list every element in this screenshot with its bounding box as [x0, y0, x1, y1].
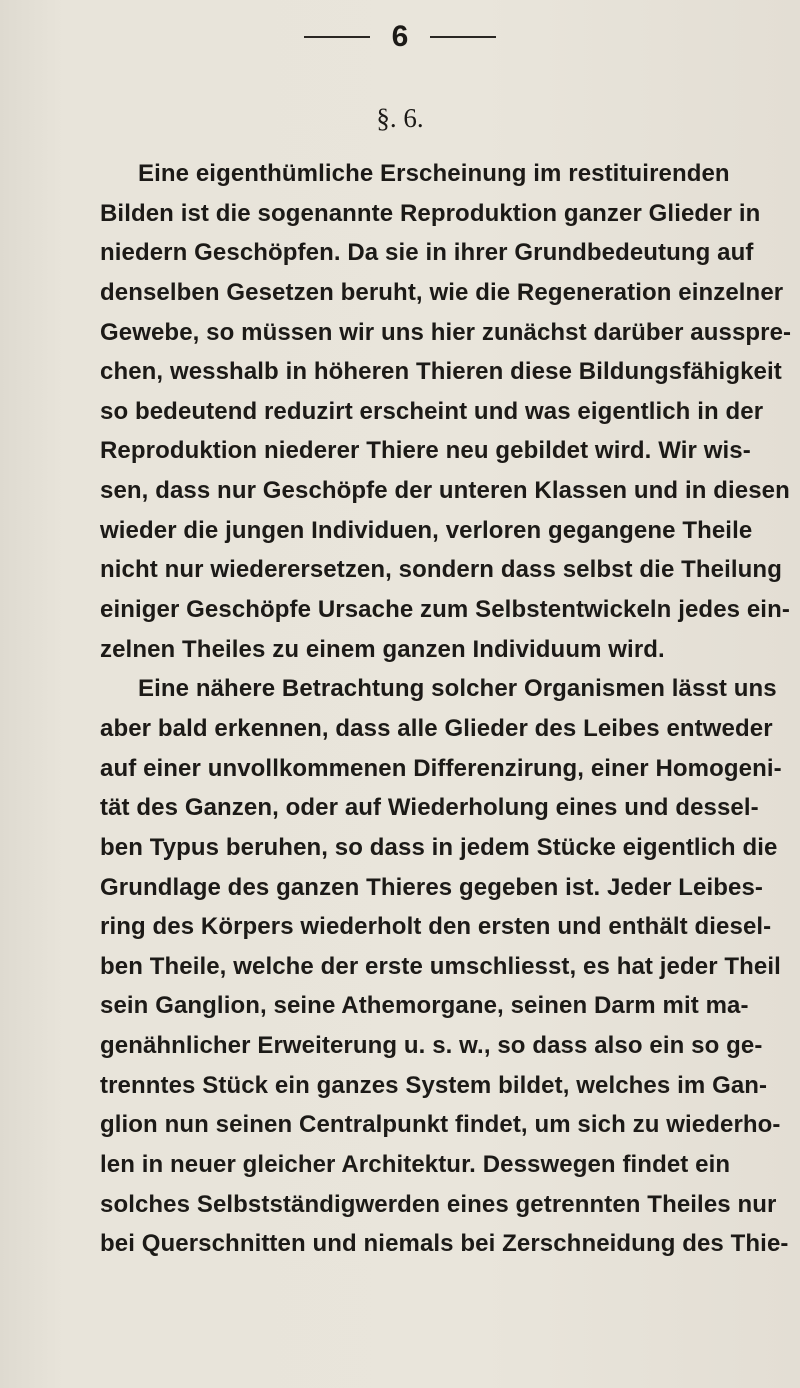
text-line: niedern Geschöpfen. Da sie in ihrer Grundbedeutung auf	[100, 239, 754, 267]
text-line: Eine eigenthümliche Erscheinung im restituirenden	[138, 160, 730, 187]
text-line: sein Ganglion, seine Athemorgane, seinen Darm mit ma-	[100, 992, 749, 1020]
text-line: nicht nur wiederersetzen, sondern dass selbst die Theilung	[100, 556, 782, 584]
text-line: aber bald erkennen, dass alle Glieder des Leibes entweder	[100, 714, 773, 742]
paragraph-2	[100, 669, 789, 1264]
text-line: auf einer unvollkommenen Differenzirung, einer Homogeni-	[100, 754, 782, 782]
text-line: ring des Körpers wiederholt den ersten und enthält diesel-	[100, 913, 772, 941]
text-line: trenntes Stück ein ganzes System bildet, welches im Gan-	[100, 1071, 768, 1099]
text-line: ben Theile, welche der erste umschliesst, es hat jeder Theil	[100, 952, 781, 980]
text-line: bei Querschnitten und niemals bei Zerschneidung des Thie-	[100, 1230, 789, 1258]
text-line: glion nun seinen Centralpunkt findet, um sich zu wiederho-	[100, 1111, 781, 1139]
text-line: zelnen Theiles zu einem ganzen Individuum wird.	[100, 635, 665, 663]
text-line: Grundlage des ganzen Thieres gegeben ist. Jeder Leibes-	[100, 873, 764, 901]
text-line: sen, dass nur Geschöpfe der unteren Klassen und in diesen	[100, 477, 790, 505]
text-line: Reproduktion niederer Thiere neu gebildet wird. Wir wis-	[100, 437, 751, 465]
text-line: chen, wesshalb in höheren Thieren diese Bildungsfähigkeit	[100, 358, 782, 386]
text-line: wieder die jungen Individuen, verloren gegangene Theile	[100, 516, 753, 544]
text-line: Bilden ist die sogenannte Reproduktion ganzer Glieder in	[100, 199, 761, 227]
text-line: genähnlicher Erweiterung u. s. w., so dass also ein so ge-	[100, 1032, 763, 1060]
header-rule-left	[304, 36, 370, 38]
header-rule-right	[430, 36, 496, 38]
page-number: 6	[391, 20, 409, 53]
text-line: len in neuer gleicher Architektur. Desswegen findet ein	[100, 1151, 731, 1179]
text-line: Gewebe, so müssen wir uns hier zunächst darüber ausspre-	[100, 318, 792, 346]
page-header	[0, 20, 800, 54]
text-line: tät des Ganzen, oder auf Wiederholung eines und dessel-	[100, 794, 759, 822]
text-line: solches Selbstständigwerden eines getrennten Theiles nur	[100, 1190, 777, 1218]
body-text	[100, 154, 792, 1264]
text-line: Eine nähere Betrachtung solcher Organismen lässt uns	[138, 675, 777, 703]
text-line: so bedeutend reduzirt erscheint und was eigentlich in der	[100, 397, 764, 425]
text-line: ben Typus beruhen, so dass in jedem Stücke eigentlich die	[100, 833, 778, 861]
paragraph-1	[100, 154, 792, 669]
text-line: einiger Geschöpfe Ursache zum Selbstentwickeln jedes ein-	[100, 596, 790, 624]
section-heading: §. 6.	[376, 103, 424, 133]
text-line: denselben Gesetzen beruht, wie die Regeneration einzelner	[100, 278, 784, 306]
